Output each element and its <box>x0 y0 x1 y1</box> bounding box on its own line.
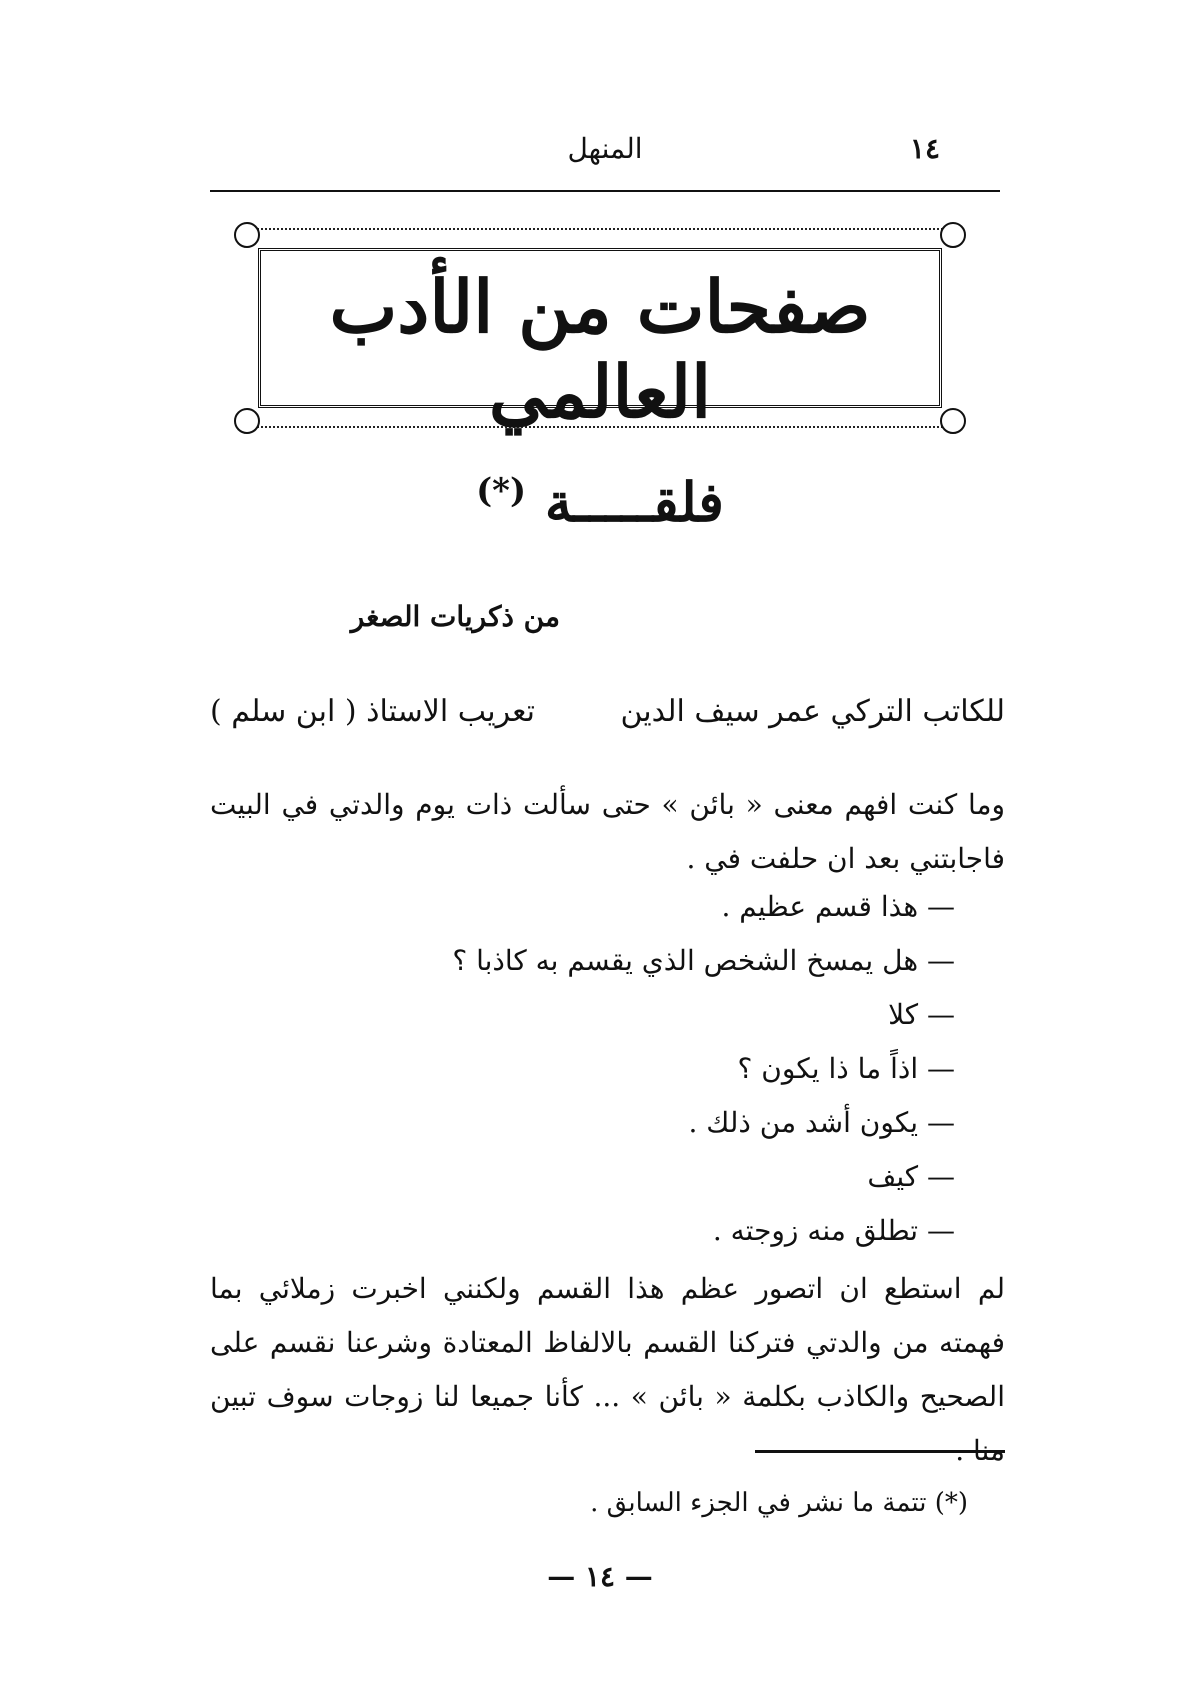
dialogue-line: — تطلق منه زوجته . <box>712 1214 955 1247</box>
closing-paragraph <box>210 1262 1005 1478</box>
footnote-rule <box>755 1450 1005 1453</box>
intro-paragraph <box>210 778 1005 886</box>
journal-name: المنهل <box>567 132 643 165</box>
title-frame <box>242 228 958 434</box>
dialogue-line: — هذا قسم عظيم . <box>721 890 955 923</box>
footnote-marker: (*) <box>476 471 527 511</box>
page-title: صفحات من الأدب العالمي <box>329 264 871 434</box>
dialogue-block <box>452 880 955 1258</box>
corner-ornament-icon <box>940 222 966 248</box>
closing-paragraph-text: لم استطع ان اتصور عظم هذا القسم ولكنني اخبرت زملائي بما فهمته من والدتي فتركنا القسم بالالفاظ المعتادة وشرعنا نقسم على الصحيح والكاذب بكلمة « بائن » ... كأنا جميعا لنا زوجات سوف تبين منا . <box>210 1272 1005 1467</box>
footnote: (*) تتمة ما نشر في الجزء السابق . <box>590 1488 968 1518</box>
article-title-text: فلقـــــة <box>544 470 724 534</box>
header-page-number: ١٤ <box>909 132 940 165</box>
dialogue-line: — يكون أشد من ذلك . <box>688 1106 955 1139</box>
dialogue-line: — اذاً ما ذا يكون ؟ <box>737 1052 955 1085</box>
series-note: من ذكريات الصغر <box>350 600 560 633</box>
page-folio: — ١٤ — <box>547 1560 653 1593</box>
translator-credit: تعريب الاستاذ ( ابن سلم ) <box>210 694 535 729</box>
dialogue-line: — كيف <box>867 1160 955 1193</box>
intro-paragraph-text: وما كنت افهم معنى « بائن » حتى سألت ذات يوم والدتي في البيت فاجابتني بعد ان حلفت في . <box>210 788 1005 875</box>
corner-ornament-icon <box>234 222 260 248</box>
dialogue-line: — هل يمسخ الشخص الذي يقسم به كاذبا ؟ <box>452 944 955 977</box>
article-title <box>300 470 900 534</box>
running-header <box>210 130 1000 180</box>
author-credit: للكاتب التركي عمر سيف الدين <box>620 694 1005 729</box>
header-rule <box>210 190 1000 192</box>
dialogue-line: — كلا <box>888 998 955 1031</box>
